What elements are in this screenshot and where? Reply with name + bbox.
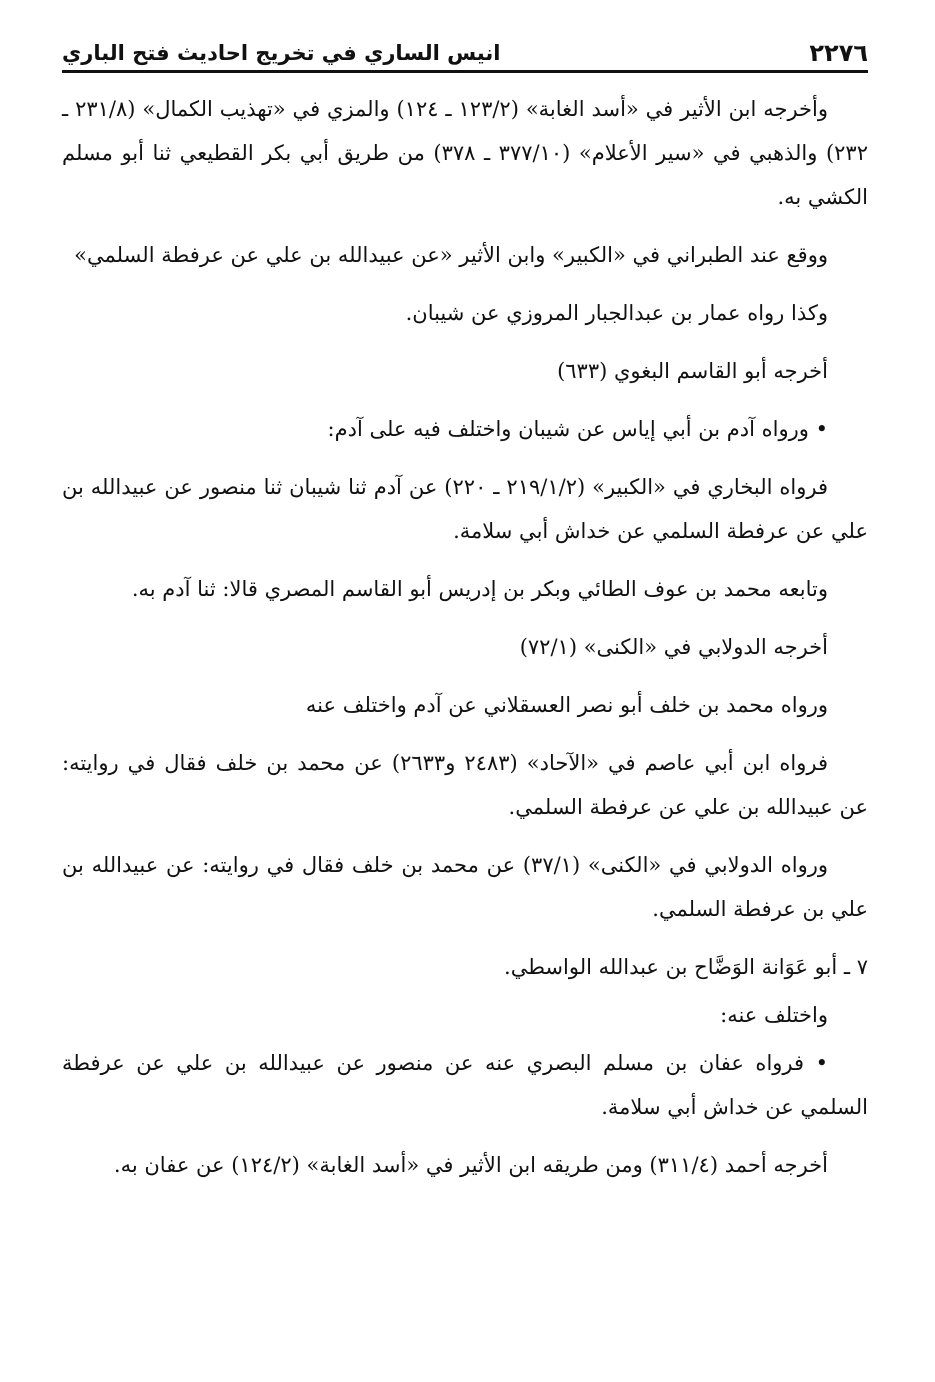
- bullet-paragraph: • ورواه آدم بن أبي إياس عن شيبان واختلف فيه على آدم:: [327, 417, 828, 441]
- paragraph: ورواه الدولابي في «الكنى» (٣٧/١) عن محمد بن خلف فقال في روايته: عن عبيدالله بن علي بن عرفطة السلمي.: [62, 853, 868, 921]
- paragraph: ورواه محمد بن خلف أبو نصر العسقلاني عن آدم واختلف عنه: [305, 693, 828, 717]
- book-page: [62, 28, 868, 1201]
- paragraph: أخرجه أبو القاسم البغوي (٦٣٣): [557, 359, 828, 383]
- paragraph: أخرجه الدولابي في «الكنى» (٧٢/١): [519, 635, 828, 659]
- page-header: [62, 28, 868, 73]
- paragraph: أخرجه أحمد (٣١١/٤) ومن طريقه ابن الأثير في «أسد الغابة» (١٢٤/٢) عن عفان به.: [113, 1153, 828, 1177]
- paragraph: واختلف عنه:: [720, 1003, 828, 1027]
- bullet-paragraph: • فرواه عفان بن مسلم البصري عنه عن منصور عن عبيدالله بن علي عن عرفطة السلمي عن خداش أبي سلامة.: [62, 1051, 868, 1119]
- paragraph: فرواه البخاري في «الكبير» (٢١٩/١/٢ ـ ٢٢٠) عن آدم ثنا شيبان ثنا منصور عن عبيدالله بن علي عن عرفطة السلمي عن خداش أبي سلامة.: [62, 475, 868, 543]
- paragraph: وكذا رواه عمار بن عبدالجبار المروزي عن شيبان.: [405, 301, 828, 325]
- paragraph: وأخرجه ابن الأثير في «أسد الغابة» (١٢٣/٢ ـ ١٢٤) والمزي في «تهذيب الكمال» (٢٣١/٨ ـ ٢٣٢) والذهبي في «سير الأعلام» (٣٧٧/١٠ ـ ٣٧٨) من طريق أبي بكر القطيعي ثنا أبو مسلم الكشي به.: [62, 97, 868, 209]
- running-title: انيس الساري في تخريج احاديث فتح الباري: [62, 41, 501, 65]
- paragraph: ووقع عند الطبراني في «الكبير» وابن الأثير «عن عبيدالله بن علي عن عرفطة السلمي»: [74, 243, 828, 267]
- page-number: ٢٢٧٦: [809, 39, 868, 67]
- paragraph: فرواه ابن أبي عاصم في «الآحاد» (٢٤٨٣ و٢٦٣٣) عن محمد بن خلف فقال في روايته: عن عبيدالله بن علي عن عرفطة السلمي.: [62, 751, 868, 819]
- numbered-heading: ٧ ـ أبو عَوَانة الوَضَّاح بن عبدالله الواسطي.: [504, 955, 868, 979]
- page-body: [62, 87, 868, 1187]
- paragraph: وتابعه محمد بن عوف الطائي وبكر بن إدريس أبو القاسم المصري قالا: ثنا آدم به.: [131, 577, 828, 601]
